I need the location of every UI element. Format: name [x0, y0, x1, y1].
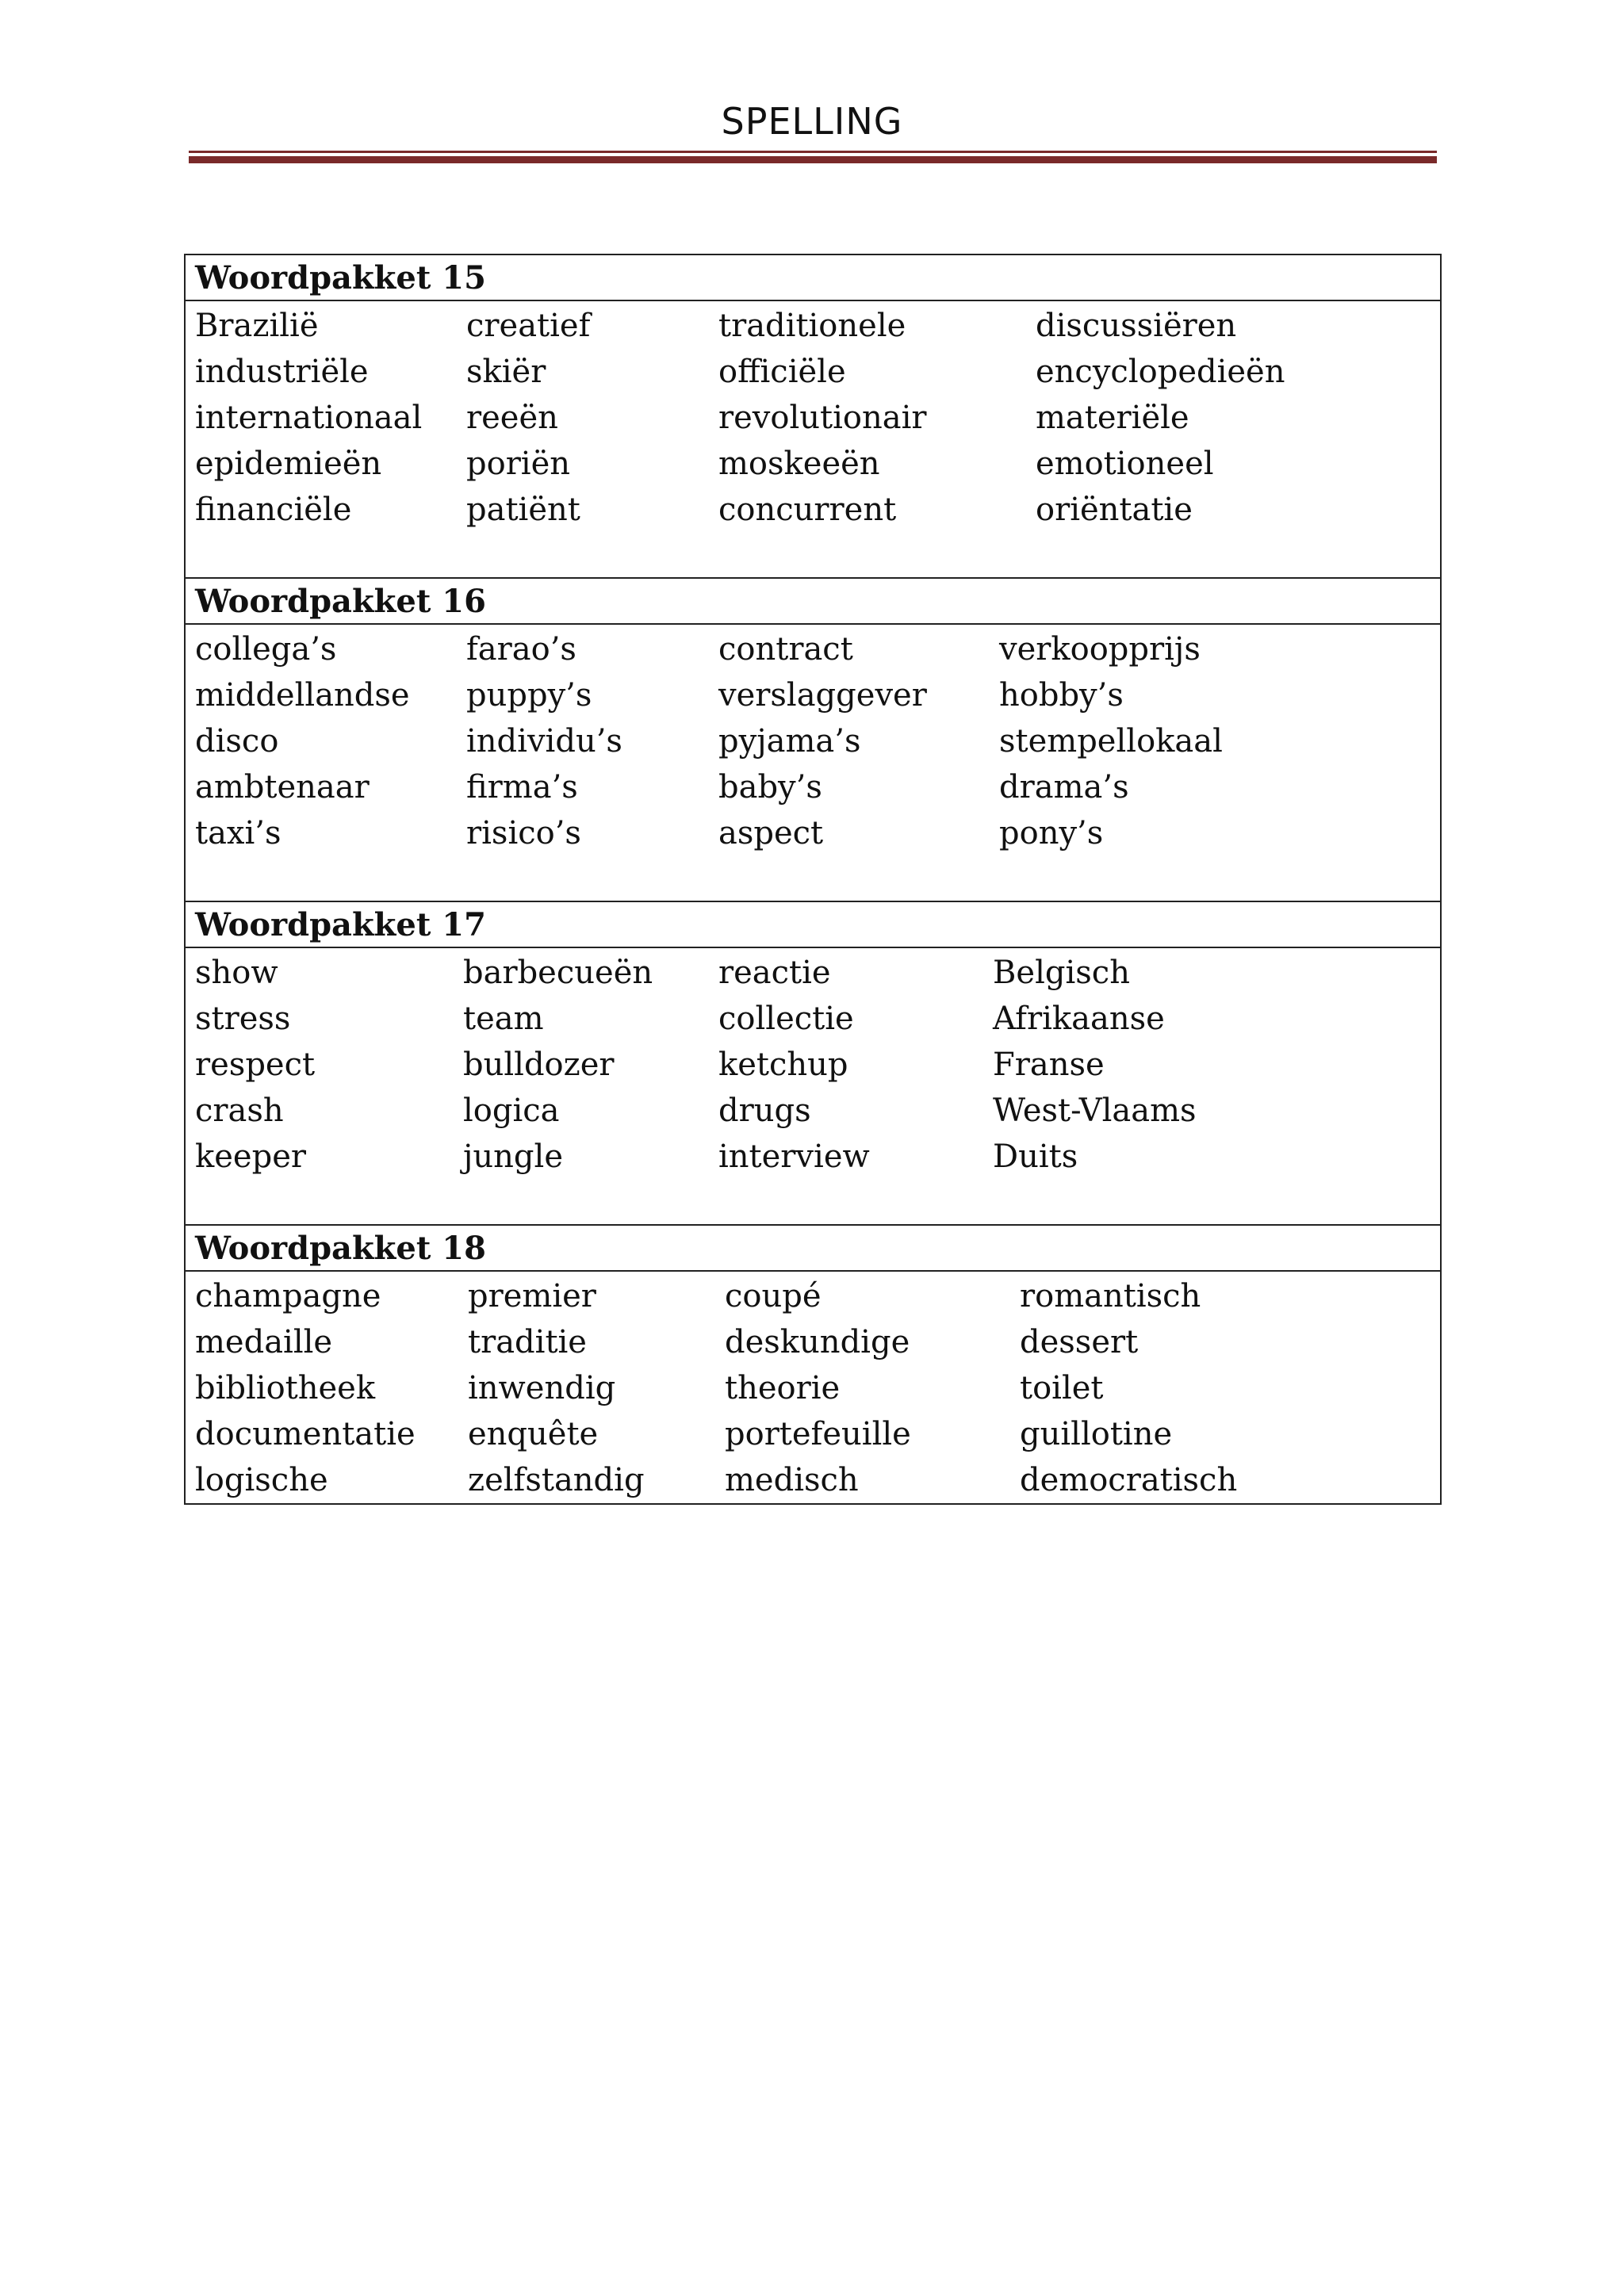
word-cell: puppy’s [466, 677, 592, 714]
word-cell: democratisch [1020, 1462, 1238, 1498]
word-cell: portefeuille [725, 1416, 911, 1452]
word-cell: show [195, 955, 278, 991]
word-cell: emotioneel [1036, 446, 1214, 482]
word-cell: creatief [466, 308, 591, 344]
word-cell: officiële [718, 354, 846, 390]
word-cell: Brazilië [195, 308, 319, 344]
word-cell: pyjama’s [718, 723, 861, 760]
word-row [186, 810, 1440, 856]
section-title: Woordpakket 17 [186, 902, 1440, 948]
word-cell: moskeeën [718, 446, 880, 482]
word-cell: verslaggever [718, 677, 927, 714]
word-cell: enquête [468, 1416, 599, 1452]
word-cell: epidemieën [195, 446, 382, 482]
word-row [186, 1411, 1440, 1457]
word-row [186, 1088, 1440, 1134]
word-cell: reeën [466, 400, 558, 436]
word-cell: bibliotheek [195, 1370, 376, 1406]
word-cell: traditie [468, 1324, 587, 1360]
word-cell: aspect [718, 815, 824, 851]
word-list [186, 301, 1440, 579]
word-row [186, 487, 1440, 533]
word-cell: Franse [993, 1047, 1105, 1083]
section-title: Woordpakket 18 [186, 1226, 1440, 1272]
word-cell: risico’s [466, 815, 581, 851]
word-cell: Afrikaanse [993, 1001, 1165, 1037]
word-cell: concurrent [718, 492, 897, 528]
word-list [186, 1272, 1440, 1503]
word-cell: barbecueën [463, 955, 653, 991]
word-cell: logische [195, 1462, 328, 1498]
woordpakket-section [186, 255, 1440, 579]
word-list [186, 948, 1440, 1226]
word-cell: inwendig [468, 1370, 616, 1406]
word-cell: zelfstandig [468, 1462, 645, 1498]
word-cell: respect [195, 1047, 316, 1083]
word-row [186, 718, 1440, 764]
word-cell: firma’s [466, 769, 578, 806]
word-cell: internationaal [195, 400, 423, 436]
word-cell: individu’s [466, 723, 622, 760]
section-title: Woordpakket 15 [186, 255, 1440, 301]
word-cell: encyclopedieën [1036, 354, 1285, 390]
word-cell: champagne [195, 1278, 381, 1314]
word-cell: theorie [725, 1370, 841, 1406]
word-cell: pony’s [999, 815, 1104, 851]
word-cell: stempellokaal [999, 723, 1223, 760]
word-row [186, 441, 1440, 487]
word-cell: disco [195, 723, 279, 760]
word-row [186, 764, 1440, 810]
word-cell: contract [718, 631, 853, 668]
word-cell: materiële [1036, 400, 1189, 436]
word-row [186, 349, 1440, 395]
word-row [186, 626, 1440, 672]
word-cell: verkoopprijs [999, 631, 1201, 668]
woordpakket-section [186, 1226, 1440, 1503]
word-cell: West-Vlaams [993, 1093, 1197, 1129]
word-cell: farao’s [466, 631, 576, 668]
word-row [186, 395, 1440, 441]
word-cell: jungle [463, 1138, 563, 1175]
word-cell: dessert [1020, 1324, 1139, 1360]
word-cell: coupé [725, 1278, 822, 1314]
word-cell: drugs [718, 1093, 811, 1129]
page-title: SPELLING [721, 100, 903, 143]
word-cell: drama’s [999, 769, 1129, 806]
word-cell: patiënt [466, 492, 580, 528]
word-cell: medaille [195, 1324, 333, 1360]
woordpakket-section [186, 902, 1440, 1226]
word-cell: stress [195, 1001, 291, 1037]
word-cell: industriële [195, 354, 369, 390]
word-cell: keeper [195, 1138, 306, 1175]
word-cell: medisch [725, 1462, 859, 1498]
word-cell: toilet [1020, 1370, 1104, 1406]
word-row [186, 1457, 1440, 1503]
word-list [186, 625, 1440, 902]
word-row [186, 950, 1440, 996]
word-cell: collega’s [195, 631, 337, 668]
word-cell: middellandse [195, 677, 410, 714]
word-cell: bulldozer [463, 1047, 615, 1083]
word-table [184, 254, 1442, 1505]
word-row [186, 672, 1440, 718]
word-cell: hobby’s [999, 677, 1124, 714]
word-cell: deskundige [725, 1324, 910, 1360]
word-cell: ambtenaar [195, 769, 370, 806]
word-cell: Belgisch [993, 955, 1130, 991]
word-cell: crash [195, 1093, 284, 1129]
word-cell: oriëntatie [1036, 492, 1193, 528]
word-cell: skiër [466, 354, 546, 390]
section-title: Woordpakket 16 [186, 579, 1440, 625]
word-cell: discussiëren [1036, 308, 1237, 344]
word-cell: interview [718, 1138, 870, 1175]
word-cell: traditionele [718, 308, 906, 344]
word-row [186, 303, 1440, 349]
word-cell: revolutionair [718, 400, 927, 436]
word-cell: guillotine [1020, 1416, 1173, 1452]
word-row [186, 1365, 1440, 1411]
word-row [186, 1042, 1440, 1088]
word-cell: poriën [466, 446, 571, 482]
word-row [186, 996, 1440, 1042]
word-cell: taxi’s [195, 815, 282, 851]
woordpakket-section [186, 579, 1440, 902]
word-cell: team [463, 1001, 544, 1037]
word-cell: baby’s [718, 769, 822, 806]
word-cell: financiële [195, 492, 352, 528]
word-row [186, 1319, 1440, 1365]
word-cell: romantisch [1020, 1278, 1201, 1314]
word-cell: Duits [993, 1138, 1078, 1175]
word-cell: logica [463, 1093, 560, 1129]
word-cell: collectie [718, 1001, 854, 1037]
word-row [186, 1134, 1440, 1180]
header-rule-thick [189, 156, 1437, 163]
word-row [186, 1273, 1440, 1319]
word-cell: documentatie [195, 1416, 416, 1452]
header-rule-thin [189, 151, 1437, 153]
word-cell: reactie [718, 955, 831, 991]
word-cell: premier [468, 1278, 596, 1314]
word-cell: ketchup [718, 1047, 848, 1083]
